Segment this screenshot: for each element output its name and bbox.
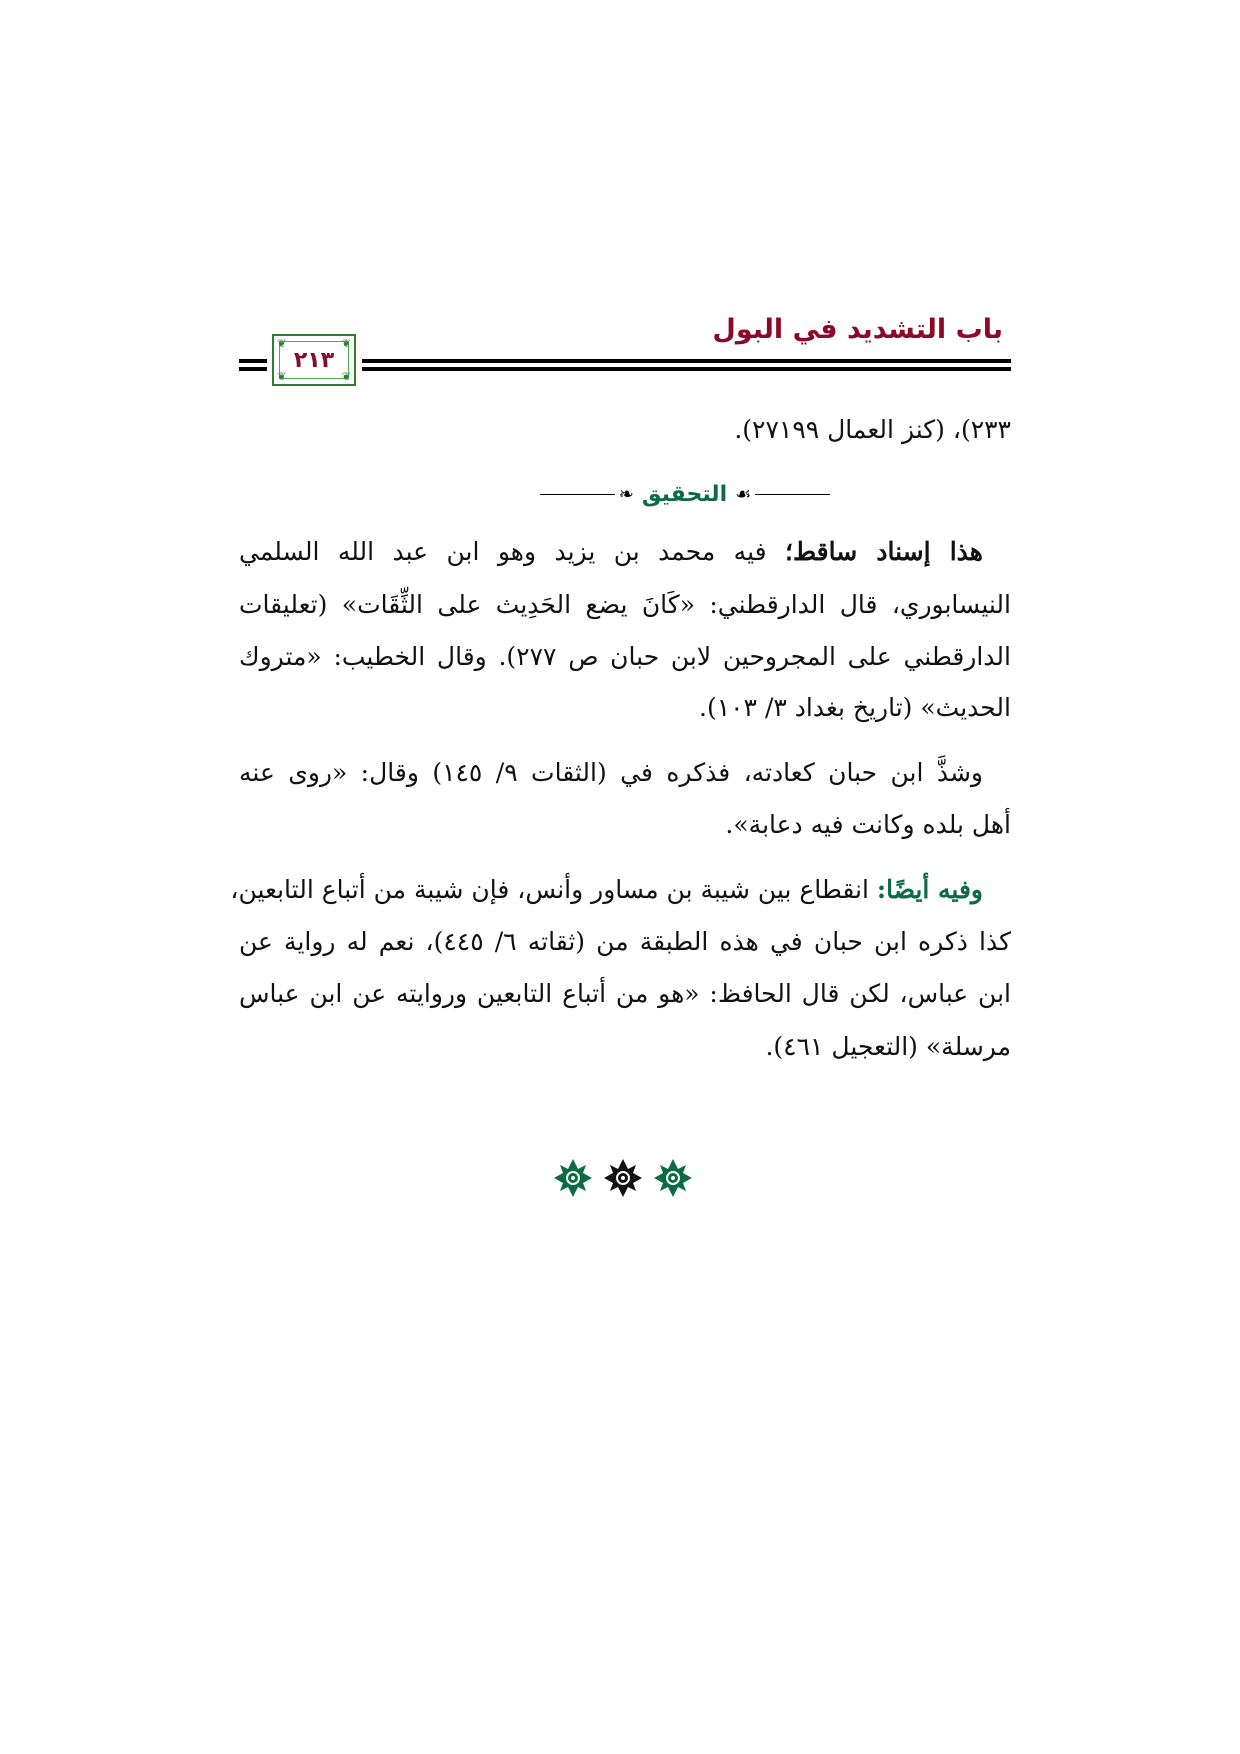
paragraph-line: كذا ذكره ابن حبان في هذه الطبقة من (ثقاته ٦/ ٤٤٥)، نعم له رواية عن xyxy=(239,927,1011,956)
emphasis-lead: وفيه أيضًا: xyxy=(876,875,983,904)
line-text: انقطاع بين شيبة بن مساور وأنس، فإن شيبة من أتباع التابعين، xyxy=(230,875,877,904)
corner-ornament-icon: ❦ xyxy=(341,337,351,350)
chapter-title: باب التشديد في البول xyxy=(712,314,1003,345)
divider-rule xyxy=(540,494,615,495)
paragraph-line: النيسابوري، قال الدارقطني: «كَانَ يضع الحَدِيث على الثِّقَات» (تعليقات xyxy=(239,590,1011,619)
line-text: فيه محمد بن يزيد وهو ابن عبد الله السلمي xyxy=(239,537,785,566)
divider-rule xyxy=(755,494,830,495)
paragraph-line: أهل بلده وكانت فيه دعابة». xyxy=(725,810,1011,839)
section-divider xyxy=(540,474,830,514)
page-number: ٢١٣ xyxy=(293,347,335,373)
paragraph-line xyxy=(230,870,1011,910)
star-ornament-green-icon xyxy=(553,1158,593,1198)
header-rule-right-top xyxy=(362,359,1011,363)
paragraph-line: الحديث» (تاريخ بغداد ٣/ ١٠٣). xyxy=(699,693,1011,722)
paragraph-line: مرسلة» (التعجيل ٤٦١). xyxy=(765,1032,1011,1061)
paragraph-line: ابن عباس، لكن قال الحافظ: «هو من أتباع التابعين وروايته عن ابن عباس xyxy=(239,979,1011,1008)
page-number-frame xyxy=(272,334,356,386)
footnote-tail: ٢٣٣)، (كنز العمال ٢٧١٩٩). xyxy=(734,415,1011,444)
star-ornament-black-icon xyxy=(603,1158,643,1198)
paragraph-line: الدارقطني على المجروحين لابن حبان ص ٢٧٧). وقال الخطيب: «متروك xyxy=(239,642,1011,671)
corner-ornament-icon: ❦ xyxy=(277,337,287,350)
emphasis-lead: هذا إسناد ساقط؛ xyxy=(785,537,983,566)
header-rule-left-top xyxy=(239,359,267,363)
header-rule-right-bottom xyxy=(362,367,1011,371)
star-ornament-green-icon xyxy=(653,1158,693,1198)
header-rule-left-bottom xyxy=(239,367,267,371)
section-heading: التحقيق xyxy=(641,481,728,507)
paragraph-line: وشذَّ ابن حبان كعادته، فذكره في (الثقات ٩/ ١٤٥) وقال: «روى عنه xyxy=(239,758,984,787)
flourish-icon: ☙ xyxy=(735,483,752,505)
paragraph-line xyxy=(239,532,1011,572)
flourish-icon: ❧ xyxy=(618,483,634,505)
corner-ornament-icon: ❦ xyxy=(277,370,287,383)
corner-ornament-icon: ❦ xyxy=(341,370,351,383)
end-ornaments xyxy=(553,1158,693,1198)
